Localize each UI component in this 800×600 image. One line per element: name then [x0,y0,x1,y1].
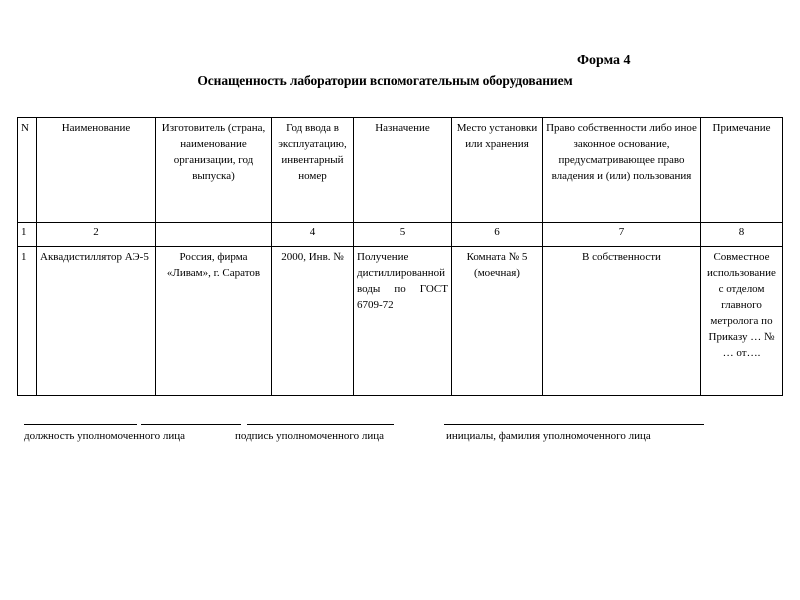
column-number: 5 [354,223,452,247]
signature-line-extension [247,424,394,425]
table-row [18,247,783,396]
position-signature-line [24,424,137,425]
column-number: 6 [452,223,543,247]
cell-location: Комната № 5 (моечная) [452,247,543,396]
signature-line [141,424,241,425]
cell-ownership: В собственности [543,247,701,396]
form-number: Форма 4 [577,53,631,68]
cell-year-inventory: 2000, Инв. № [272,247,354,396]
column-number: 8 [701,223,783,247]
column-number: 4 [272,223,354,247]
column-number: 7 [543,223,701,247]
position-label: должность уполномоченного лица [24,430,186,442]
header-purpose: Назначение [354,118,452,223]
header-name: Наименование [37,118,156,223]
header-ownership: Право собственности либо иное законное основание, предусматривающее право владения и (или) пользования [543,118,701,223]
header-manufacturer: Изготовитель (страна, наименование организации, год выпуска) [156,118,272,223]
cell-manufacturer: Россия, фирма «Ливам», г. Саратов [156,247,272,396]
cell-purpose: Получение дистиллированной воды по ГОСТ 6709-72 [354,247,452,396]
header-row [18,118,783,223]
name-signature-line [444,424,704,425]
header-year-inventory: Год ввода в эксплуатацию, инвентарный номер [272,118,354,223]
equipment-table [17,117,783,396]
column-number-empty [156,223,272,247]
column-number: 2 [37,223,156,247]
column-number-row [18,223,783,247]
signature-label: подпись уполномоченного лица [235,430,384,442]
header-location: Место установки или хранения [452,118,543,223]
document-title: Оснащенность лаборатории вспомогательным оборудованием [197,73,573,88]
cell-note: Совместное использование с отделом главного метролога по Приказу … № … от…. [701,247,783,396]
name-label: инициалы, фамилия уполномоченного лица [446,430,651,442]
cell-name: Аквадистиллятор АЭ-5 [37,247,156,396]
header-n: N [18,118,37,223]
header-note: Примечание [701,118,783,223]
column-number: 1 [18,223,37,247]
cell-n: 1 [18,247,37,396]
